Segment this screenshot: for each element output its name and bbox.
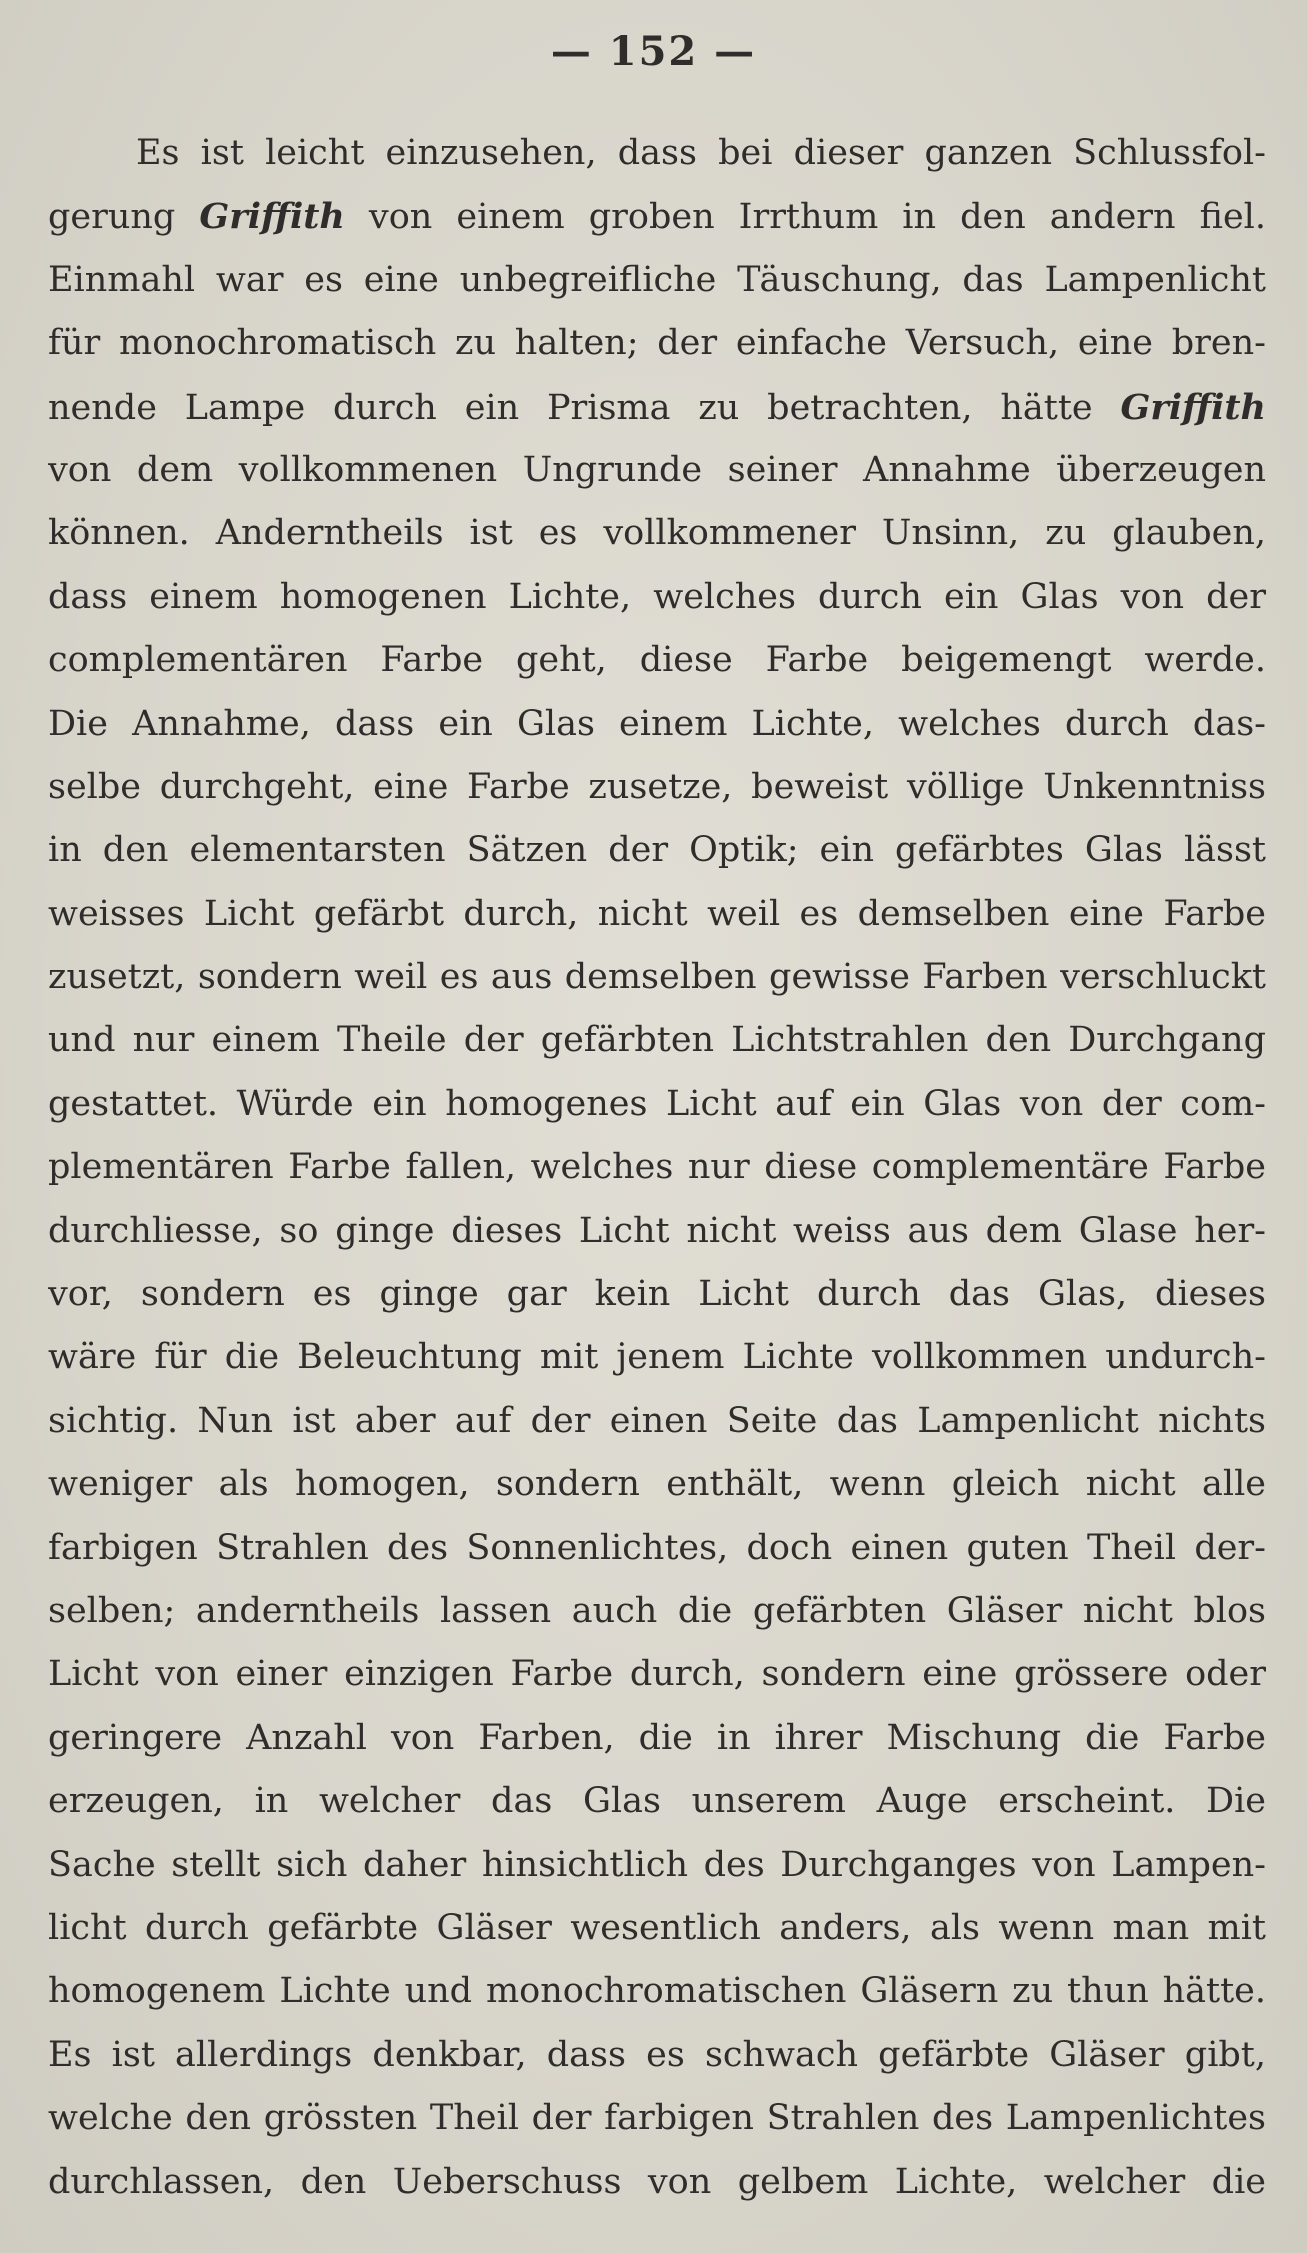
text-line: complementären Farbe geht, diese Farbe beigemengt werde. — [48, 640, 1266, 681]
text-line: können. Anderntheils ist es vollkommener Unsinn, zu glauben, — [48, 513, 1266, 554]
text-line: Einmahl war es eine unbegreifliche Täuschung, das Lampenlicht — [48, 259, 1266, 300]
text-line: weniger als homogen, sondern enthält, wenn gleich nicht alle — [48, 1464, 1266, 1505]
text-line: plementären Farbe fallen, welches nur diese complementäre Farbe — [48, 1147, 1266, 1188]
text-line: gerung Griffith von einem groben Irrthum in den andern fiel. — [48, 196, 1266, 238]
text-line: Es ist allerdings denkbar, dass es schwach gefärbte Gläser gibt, — [48, 2034, 1266, 2075]
text-line: vor, sondern es ginge gar kein Licht durch das Glas, dieses — [48, 1274, 1266, 1315]
text-line: sichtig. Nun ist aber auf der einen Seite das Lampenlicht nichts — [48, 1400, 1266, 1441]
text-line: weisses Licht gefärbt durch, nicht weil es demselben eine Farbe — [48, 893, 1266, 934]
text-line: nende Lampe durch ein Prisma zu betrachten, hätte Griffith — [48, 386, 1266, 428]
text-line: geringere Anzahl von Farben, die in ihrer Mischung die Farbe — [48, 1717, 1266, 1758]
text-line: zusetzt, sondern weil es aus demselben gewisse Farben verschluckt — [48, 957, 1266, 998]
text-line: licht durch gefärbte Gläser wesentlich anders, als wenn man mit — [48, 1907, 1266, 1948]
text-line: dass einem homogenen Lichte, welches durch ein Glas von der — [48, 576, 1266, 617]
text-line: welche den grössten Theil der farbigen Strahlen des Lampenlichtes — [48, 2098, 1266, 2139]
text-line: selbe durchgeht, eine Farbe zusetze, beweist völlige Unkenntniss — [48, 766, 1266, 807]
text-line: durchliesse, so ginge dieses Licht nicht weiss aus dem Glase her- — [48, 1210, 1266, 1251]
text-line: Sache stellt sich daher hinsichtlich des Durchganges von Lampen- — [48, 1844, 1266, 1885]
text-line: farbigen Strahlen des Sonnenlichtes, doch einen guten Theil der- — [48, 1527, 1266, 1568]
text-line: wäre für die Beleuchtung mit jenem Lichte vollkommen undurch- — [48, 1337, 1266, 1378]
page-number-header: — 152 — — [550, 28, 757, 75]
text-line: von dem vollkommenen Ungrunde seiner Annahme überzeugen — [48, 449, 1266, 490]
text-line: für monochromatisch zu halten; der einfache Versuch, eine bren- — [48, 323, 1266, 364]
text-line: Es ist leicht einzusehen, dass bei dieser ganzen Schlussfol- — [136, 133, 1266, 173]
text-line: homogenem Lichte und monochromatischen Gläsern zu thun hätte. — [48, 1971, 1266, 2012]
text-line: und nur einem Theile der gefärbten Lichtstrahlen den Durchgang — [48, 1020, 1266, 1061]
author-name-italic: Griffith — [1120, 386, 1266, 428]
text-line: selben; anderntheils lassen auch die gefärbten Gläser nicht blos — [48, 1590, 1266, 1631]
body-text — [48, 122, 1266, 2214]
text-line: in den elementarsten Sätzen der Optik; ein gefärbtes Glas lässt — [48, 830, 1266, 871]
author-name-italic: Griffith — [199, 196, 345, 238]
text-line: erzeugen, in welcher das Glas unserem Auge erscheint. Die — [48, 1781, 1266, 1822]
text-line: Die Annahme, dass ein Glas einem Lichte, welches durch das- — [48, 703, 1266, 744]
text-line: Licht von einer einzigen Farbe durch, sondern eine grössere oder — [48, 1654, 1266, 1695]
text-line: durchlassen, den Ueberschuss von gelbem Lichte, welcher die — [48, 2161, 1266, 2202]
text-line: gestattet. Würde ein homogenes Licht auf ein Glas von der com- — [48, 1083, 1266, 1124]
